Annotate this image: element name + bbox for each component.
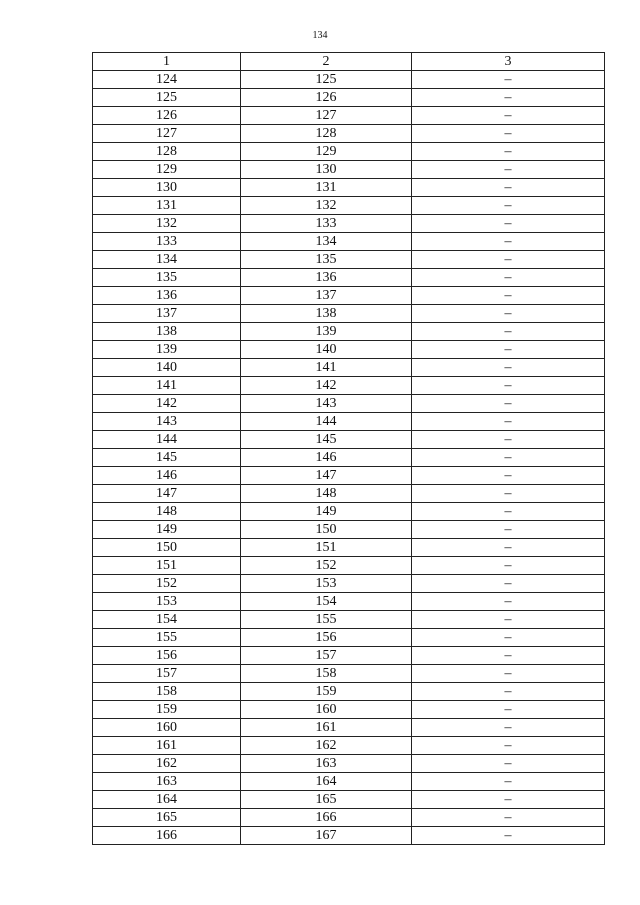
table-row (93, 485, 605, 503)
table-row (93, 809, 605, 827)
table-row (93, 89, 605, 107)
column-header-2: 2 (241, 53, 412, 71)
table-cell-col-1: 145 (93, 449, 241, 467)
table-cell-col-3: – (412, 215, 605, 233)
table-row (93, 791, 605, 809)
table-cell-col-3: – (412, 719, 605, 737)
table-cell-col-3: – (412, 233, 605, 251)
table-cell-col-2: 128 (241, 125, 412, 143)
table-row (93, 323, 605, 341)
table-cell-col-3: – (412, 593, 605, 611)
table-cell-col-2: 129 (241, 143, 412, 161)
table-cell-col-3: – (412, 143, 605, 161)
table-cell-col-3: – (412, 611, 605, 629)
table-header-row (93, 53, 605, 71)
table-cell-col-2: 159 (241, 683, 412, 701)
table-cell-col-2: 136 (241, 269, 412, 287)
table-cell-col-1: 129 (93, 161, 241, 179)
table-cell-col-1: 153 (93, 593, 241, 611)
table-cell-col-1: 166 (93, 827, 241, 845)
column-header-3: 3 (412, 53, 605, 71)
table-row (93, 827, 605, 845)
table-cell-col-1: 124 (93, 71, 241, 89)
table-row (93, 467, 605, 485)
table-cell-col-3: – (412, 629, 605, 647)
table-cell-col-3: – (412, 323, 605, 341)
table-cell-col-1: 164 (93, 791, 241, 809)
table-cell-col-2: 156 (241, 629, 412, 647)
table-cell-col-3: – (412, 701, 605, 719)
table-row (93, 233, 605, 251)
data-table (92, 52, 605, 845)
table-cell-col-3: – (412, 197, 605, 215)
table-cell-col-2: 157 (241, 647, 412, 665)
table-cell-col-3: – (412, 377, 605, 395)
table-cell-col-3: – (412, 71, 605, 89)
table-row (93, 251, 605, 269)
table-cell-col-3: – (412, 809, 605, 827)
table-cell-col-1: 156 (93, 647, 241, 665)
table-cell-col-1: 130 (93, 179, 241, 197)
table-row (93, 719, 605, 737)
table-cell-col-2: 141 (241, 359, 412, 377)
table-body (93, 71, 605, 845)
table-cell-col-2: 125 (241, 71, 412, 89)
table-cell-col-2: 132 (241, 197, 412, 215)
table-row (93, 683, 605, 701)
table-row (93, 413, 605, 431)
table-row (93, 593, 605, 611)
table-row (93, 665, 605, 683)
table-cell-col-1: 142 (93, 395, 241, 413)
table-row (93, 737, 605, 755)
table-row (93, 143, 605, 161)
table-cell-col-1: 152 (93, 575, 241, 593)
table-row (93, 197, 605, 215)
table-row (93, 71, 605, 89)
table-cell-col-2: 162 (241, 737, 412, 755)
table-cell-col-2: 146 (241, 449, 412, 467)
table-cell-col-1: 138 (93, 323, 241, 341)
table-cell-col-1: 155 (93, 629, 241, 647)
table-cell-col-3: – (412, 755, 605, 773)
table-cell-col-2: 167 (241, 827, 412, 845)
table-cell-col-1: 162 (93, 755, 241, 773)
table-cell-col-3: – (412, 431, 605, 449)
table-row (93, 629, 605, 647)
table-cell-col-1: 146 (93, 467, 241, 485)
table-row (93, 215, 605, 233)
table-cell-col-1: 125 (93, 89, 241, 107)
table-cell-col-1: 149 (93, 521, 241, 539)
table-cell-col-2: 140 (241, 341, 412, 359)
table-cell-col-1: 147 (93, 485, 241, 503)
table-cell-col-3: – (412, 179, 605, 197)
table-row (93, 647, 605, 665)
table-row (93, 755, 605, 773)
table-cell-col-2: 164 (241, 773, 412, 791)
table-cell-col-1: 127 (93, 125, 241, 143)
page-number: 134 (312, 30, 328, 41)
table-cell-col-1: 157 (93, 665, 241, 683)
table-cell-col-2: 160 (241, 701, 412, 719)
table-cell-col-2: 143 (241, 395, 412, 413)
table-row (93, 161, 605, 179)
table-cell-col-3: – (412, 161, 605, 179)
table-cell-col-3: – (412, 125, 605, 143)
table-cell-col-1: 143 (93, 413, 241, 431)
table-cell-col-1: 141 (93, 377, 241, 395)
table-cell-col-2: 150 (241, 521, 412, 539)
table-row (93, 503, 605, 521)
table-row (93, 431, 605, 449)
table-cell-col-1: 137 (93, 305, 241, 323)
table-cell-col-2: 155 (241, 611, 412, 629)
table-cell-col-1: 132 (93, 215, 241, 233)
table-cell-col-3: – (412, 791, 605, 809)
table-cell-col-3: – (412, 773, 605, 791)
table-cell-col-2: 131 (241, 179, 412, 197)
table-cell-col-2: 135 (241, 251, 412, 269)
table-cell-col-2: 165 (241, 791, 412, 809)
table-cell-col-3: – (412, 287, 605, 305)
table-cell-col-3: – (412, 827, 605, 845)
table-cell-col-2: 138 (241, 305, 412, 323)
table-cell-col-1: 131 (93, 197, 241, 215)
table-cell-col-2: 166 (241, 809, 412, 827)
table-cell-col-1: 126 (93, 107, 241, 125)
table-row (93, 125, 605, 143)
table-cell-col-2: 148 (241, 485, 412, 503)
table-cell-col-1: 154 (93, 611, 241, 629)
table-cell-col-1: 163 (93, 773, 241, 791)
table-cell-col-2: 145 (241, 431, 412, 449)
table-cell-col-1: 160 (93, 719, 241, 737)
column-header-1: 1 (93, 53, 241, 71)
table-cell-col-3: – (412, 467, 605, 485)
table-cell-col-2: 130 (241, 161, 412, 179)
table-cell-col-3: – (412, 647, 605, 665)
table-cell-col-3: – (412, 305, 605, 323)
table-cell-col-3: – (412, 359, 605, 377)
table-row (93, 377, 605, 395)
table-cell-col-2: 142 (241, 377, 412, 395)
table-cell-col-2: 151 (241, 539, 412, 557)
table-cell-col-1: 139 (93, 341, 241, 359)
table-row (93, 269, 605, 287)
table-row (93, 179, 605, 197)
table-cell-col-1: 165 (93, 809, 241, 827)
table-cell-col-1: 159 (93, 701, 241, 719)
table-cell-col-3: – (412, 449, 605, 467)
table-cell-col-3: – (412, 107, 605, 125)
table-cell-col-1: 161 (93, 737, 241, 755)
table-row (93, 449, 605, 467)
table-cell-col-1: 135 (93, 269, 241, 287)
table-row (93, 611, 605, 629)
table-cell-col-2: 133 (241, 215, 412, 233)
table-row (93, 359, 605, 377)
table-cell-col-2: 154 (241, 593, 412, 611)
table-row (93, 395, 605, 413)
table-cell-col-1: 133 (93, 233, 241, 251)
table-cell-col-1: 151 (93, 557, 241, 575)
table-cell-col-3: – (412, 269, 605, 287)
table-cell-col-2: 158 (241, 665, 412, 683)
table-cell-col-2: 161 (241, 719, 412, 737)
table-cell-col-3: – (412, 521, 605, 539)
table-row (93, 701, 605, 719)
table-cell-col-3: – (412, 539, 605, 557)
table-cell-col-2: 134 (241, 233, 412, 251)
table-cell-col-3: – (412, 395, 605, 413)
table-cell-col-3: – (412, 575, 605, 593)
table-row (93, 287, 605, 305)
table-row (93, 305, 605, 323)
table-cell-col-2: 152 (241, 557, 412, 575)
table-cell-col-2: 139 (241, 323, 412, 341)
table-cell-col-1: 128 (93, 143, 241, 161)
table-cell-col-2: 153 (241, 575, 412, 593)
table-cell-col-3: – (412, 413, 605, 431)
table-row (93, 107, 605, 125)
table-cell-col-2: 126 (241, 89, 412, 107)
table-row (93, 575, 605, 593)
table-row (93, 521, 605, 539)
table-cell-col-2: 144 (241, 413, 412, 431)
table-cell-col-2: 163 (241, 755, 412, 773)
table-cell-col-2: 137 (241, 287, 412, 305)
table-cell-col-1: 158 (93, 683, 241, 701)
table-cell-col-1: 150 (93, 539, 241, 557)
table-row (93, 539, 605, 557)
table-cell-col-1: 136 (93, 287, 241, 305)
table-row (93, 773, 605, 791)
table-cell-col-1: 148 (93, 503, 241, 521)
table-cell-col-3: – (412, 89, 605, 107)
table-cell-col-2: 127 (241, 107, 412, 125)
table-cell-col-2: 149 (241, 503, 412, 521)
table-cell-col-3: – (412, 503, 605, 521)
table-cell-col-3: – (412, 341, 605, 359)
table-cell-col-3: – (412, 737, 605, 755)
table-row (93, 557, 605, 575)
table-cell-col-3: – (412, 683, 605, 701)
table-cell-col-1: 140 (93, 359, 241, 377)
table-cell-col-1: 144 (93, 431, 241, 449)
table-cell-col-3: – (412, 251, 605, 269)
table-row (93, 341, 605, 359)
table-cell-col-2: 147 (241, 467, 412, 485)
table-cell-col-3: – (412, 485, 605, 503)
table-cell-col-3: – (412, 665, 605, 683)
table-cell-col-1: 134 (93, 251, 241, 269)
table-cell-col-3: – (412, 557, 605, 575)
